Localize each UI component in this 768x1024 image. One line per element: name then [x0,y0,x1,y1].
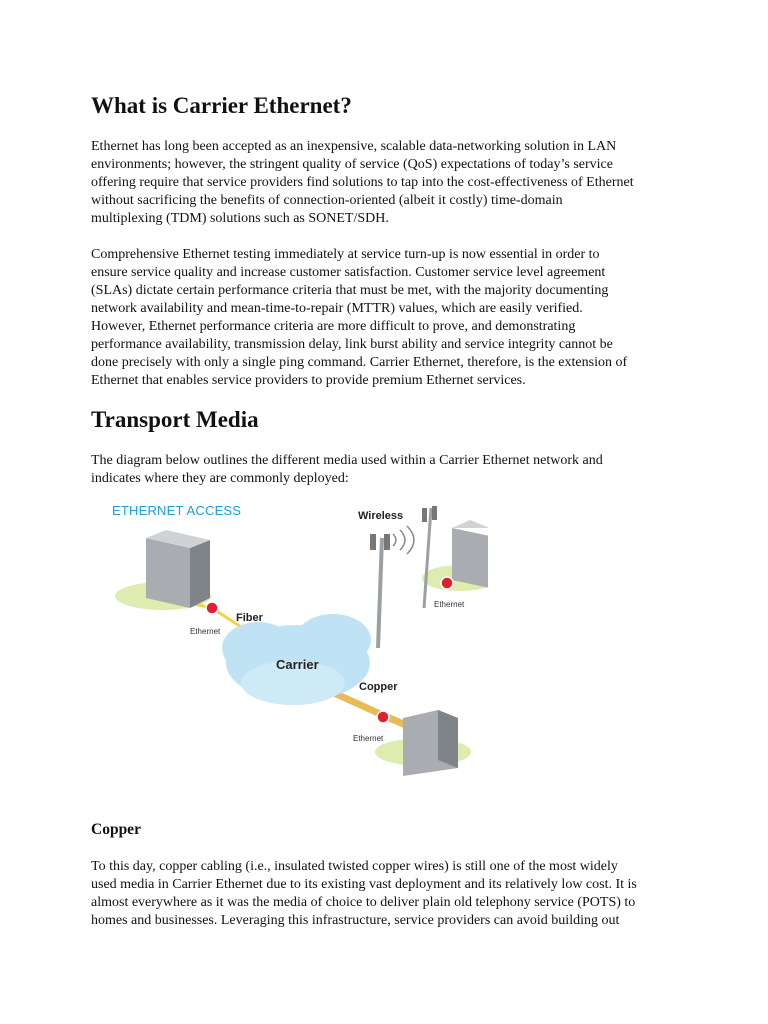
text-line: offering require that service providers find solutions to tap into the cost-effectiveness of Ethernet [91,175,634,190]
text-line: (SLAs) dictate certain performance criteria that must be met, with the majority documenting [91,283,609,298]
building-bottom-icon [403,710,458,776]
text-line: homes and businesses. Leveraging this infrastructure, service providers can avoid building out [91,913,620,928]
label-fiber: Fiber [236,612,263,624]
text-line: Ethernet that enables service providers to provide premium Ethernet services. [91,373,526,388]
wireless-tower-icon [422,506,437,608]
paragraph-intro [91,138,681,228]
text-line: To this day, copper cabling (i.e., insulated twisted copper wires) is still one of the most widely [91,859,618,874]
endpoint-left [206,602,218,614]
heading-transport-media: Transport Media [91,407,259,432]
text-line: However, Ethernet performance criteria are more difficult to prove, and demonstrating [91,319,576,334]
label-carrier: Carrier [276,657,319,672]
text-line: Comprehensive Ethernet testing immediately at service turn-up is now essential in order to [91,247,600,262]
text-line: environments; however, the stringent quality of service (QoS) expectations of today’s service [91,157,613,172]
paragraph-copper [91,858,681,930]
text-line: Ethernet has long been accepted as an inexpensive, scalable data-networking solution in LAN [91,139,617,154]
label-copper: Copper [359,681,398,693]
ethernet-access-diagram [108,498,488,784]
text-line: indicates where they are commonly deployed: [91,471,349,486]
building-left-icon [146,530,210,608]
text-line: The diagram below outlines the different media used within a Carrier Ethernet network and [91,453,603,468]
paragraph-testing [91,246,681,390]
building-right-icon [452,520,488,588]
wireless-tower-icon [370,534,390,648]
paragraph-diagram-intro [91,452,681,488]
text-line: almost everywhere as it was the media of choice to deliver plain old telephony service (POTS) to [91,895,636,910]
text-line: used media in Carrier Ethernet due to its existing vast deployment and its relatively low cost. It is [91,877,637,892]
heading-copper: Copper [91,821,141,838]
diagram-title: ETHERNET ACCESS [112,503,242,518]
text-line: without sacrificing the benefits of connection-oriented (albeit it costly) time-domain [91,193,563,208]
endpoint-right [441,577,453,589]
text-line: network availability and mean-time-to-repair (MTTR) values, which are easily verified. [91,301,583,316]
label-ethernet-bottom: Ethernet [353,734,384,743]
label-ethernet-right: Ethernet [434,600,465,609]
label-ethernet-left: Ethernet [190,627,221,636]
text-line: ensure service quality and increase customer satisfaction. Customer service level agreement [91,265,606,280]
text-line: performance availability, transmission delay, link burst ability and service integrity cannot be [91,337,613,352]
endpoint-bottom [377,711,389,723]
heading-what-is-carrier-ethernet: What is Carrier Ethernet? [91,93,352,118]
wireless-signal-icon [393,526,414,554]
text-line: multiplexing (TDM) solutions such as SONET/SDH. [91,211,389,226]
text-line: done precisely with only a single ping command. Carrier Ethernet, therefore, is the extension of [91,355,628,370]
label-wireless: Wireless [358,510,404,522]
